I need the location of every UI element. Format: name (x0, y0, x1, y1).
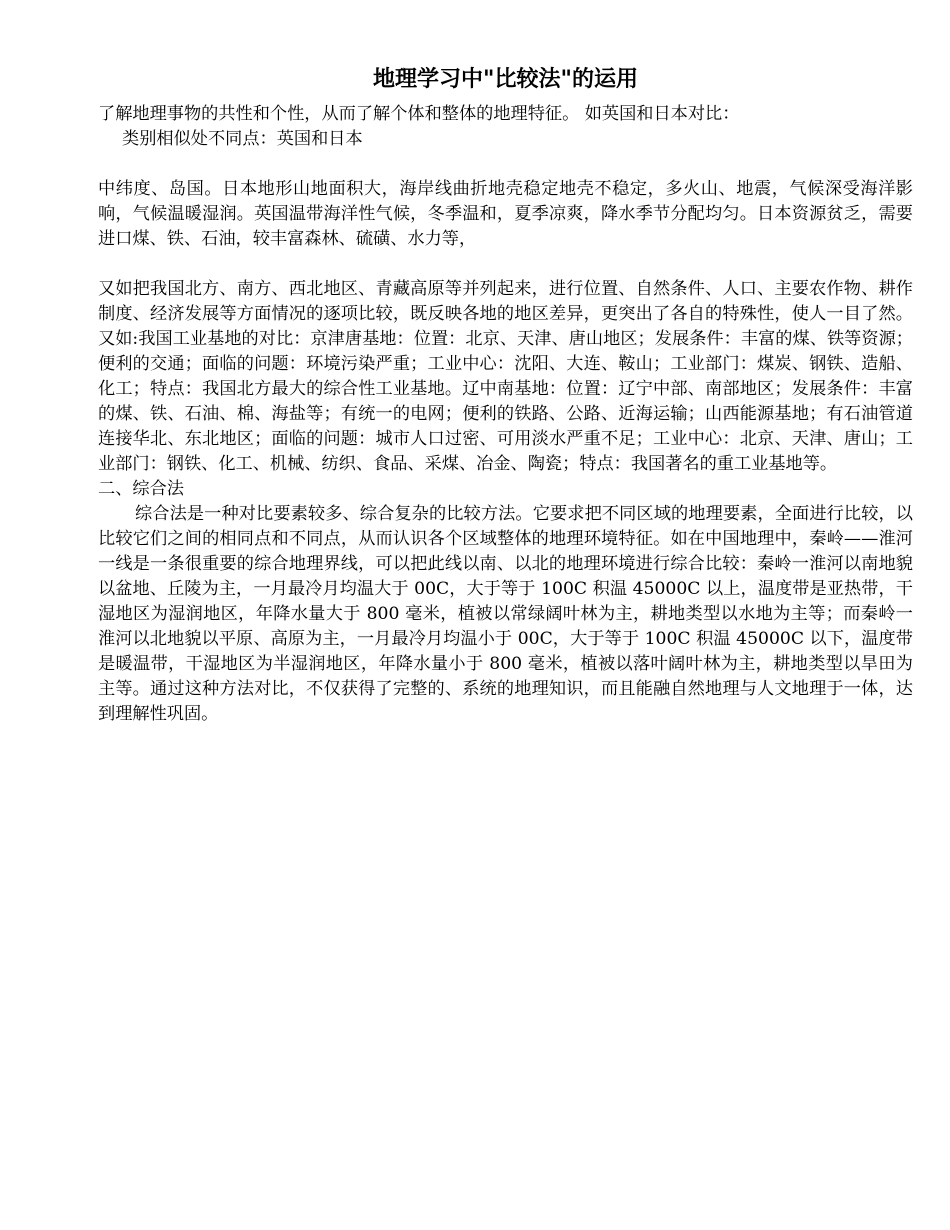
synthesis-paragraph: 综合法是一种对比要素较多、综合复杂的比较方法。它要求把不同区域的地理要素，全面进行比较，以比较它们之间的相同点和不同点，从而认识各个区域整体的地理环境特征。如在中国地理中，秦岭——淮河一线是一条很重要的综合地理界线，可以把此线以南、以北的地理环境进行综合比较：秦岭一淮河以南地貌以盆地、丘陵为主，一月最冷月均温大于 00C，大于等于 100C 积温 45000C 以上，温度带是亚热带，干湿地区为湿润地区，年降水量大于 800 毫米，植被以常绿阔叶林为主，耕地类型以水地为主等；而秦岭一淮河以北地貌以平原、高原为主，一月最冷月均温小于 00C，大于等于 100C 积温 45000C 以下，温度带是暖温带，干湿地区为半湿润地区，年降水量小于 800 毫米，植被以落叶阔叶林为主，耕地类型以旱田为主等。通过这种方法对比，不仅获得了完整的、系统的地理知识，而且能融自然地理与人文地理于一体，达到理解性巩固。 (98, 504, 913, 724)
paragraph-gap (98, 152, 913, 177)
paragraph-gap (98, 252, 913, 277)
uk-japan-paragraph: 中纬度、岛国。日本地形山地面积大，海岸线曲折地壳稳定地壳不稳定，多火山、地震，气候深受海洋影响，气候温暖湿润。英国温带海洋性气候，冬季温和，夏季凉爽，降水季节分配均匀。日本资源贫乏，需要进口煤、铁、石油，较丰富森林、硫磺、水力等， (98, 179, 913, 249)
document-title: 地理学习中"比较法"的运用 (373, 66, 638, 92)
intro-paragraph: 了解地理事物的共性和个性，从而了解个体和整体的地理特征。 如英国和日本对比： (98, 104, 740, 124)
category-line: 类别相似处不同点：英国和日本 (122, 129, 363, 149)
regions-paragraph: 又如把我国北方、南方、西北地区、青藏高原等并列起来，进行位置、自然条件、人口、主要农作物、耕作制度、经济发展等方面情况的逐项比较，既反映各地的地区差异，更突出了各自的特殊性，使人一目了然。又如:我国工业基地的对比：京津唐基地：位置：北京、天津、唐山地区；发展条件：丰富的煤、铁等资源；便利的交通；面临的问题：环境污染严重；工业中心：沈阳、大连、鞍山；工业部门：煤炭、钢铁、造船、化工；特点：我国北方最大的综合性工业基地。辽中南基地：位置：辽宁中部、南部地区；发展条件：丰富的煤、铁、石油、棉、海盐等；有统一的电网；便利的铁路、公路、近海运输；山西能源基地；有石油管道连接华北、东北地区；面临的问题：城市人口过密、可用淡水严重不足；工业中心：北京、天津、唐山；工业部门：钢铁、化工、机械、纺织、食品、采煤、冶金、陶瓷；特点：我国著名的重工业基地等。 (98, 279, 913, 474)
section-heading: 二、综合法 (98, 479, 184, 499)
document-page (98, 62, 913, 727)
